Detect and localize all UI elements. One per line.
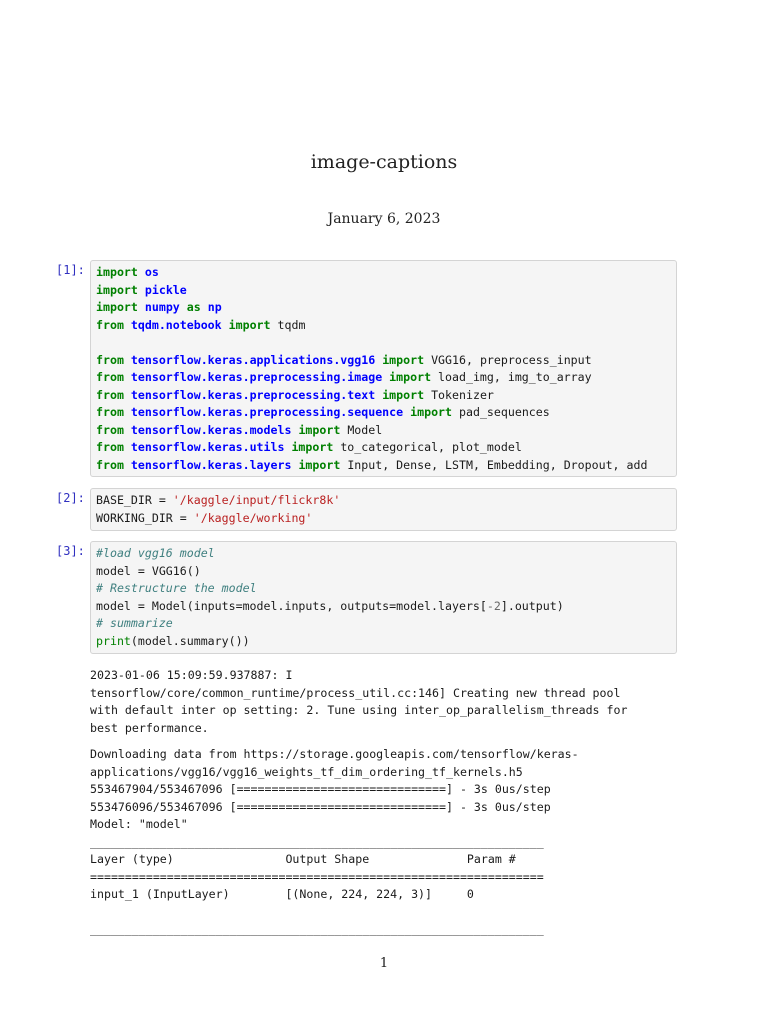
code-line: model = VGG16() — [96, 563, 201, 578]
code-cell-1[interactable] — [90, 260, 677, 477]
imported-names: tqdm — [277, 317, 306, 332]
keyword: from — [96, 457, 124, 472]
cell-1-prompt: [1]: — [56, 263, 85, 277]
variable-assignment: BASE_DIR = — [96, 493, 173, 507]
keyword: import — [298, 457, 341, 472]
stdout-output: Downloading data from https://storage.googleapis.com/tensorflow/keras- applications/vgg16/vgg16_weights_tf_dim_ordering_tf_kernels.h5 553467904/553467096 [==============================] - 3s 0us/step 553476096/553467096 [==============================] - 3s 0us/step Model: "model" _________________________________________________________________ Layer (type) Output Shape Param # ================================================================= input_1 (InputLayer) [(None, 224, 224, 3)] 0 _________________________________________________________________ — [90, 747, 579, 936]
imported-names: Input, Dense, LSTM, Embedding, Dropout, add — [347, 457, 648, 472]
code-cell-3-source — [96, 545, 671, 650]
page-number: 1 — [379, 956, 389, 971]
module-name: numpy — [144, 300, 180, 314]
keyword: from — [96, 370, 124, 384]
keyword: from — [96, 352, 124, 367]
keyword: from — [96, 422, 124, 437]
imported-names: pad_sequences — [459, 405, 550, 419]
imported-names: Model — [347, 422, 383, 437]
module-name: pickle — [144, 282, 187, 297]
module-name: tensorflow.keras.applications.vgg16 — [130, 352, 376, 367]
string-literal: '/kaggle/input/flickr8k' — [172, 493, 341, 507]
code-cell-2[interactable] — [90, 488, 677, 531]
module-name: tensorflow.keras.preprocessing.text — [130, 387, 376, 402]
variable-assignment: WORKING_DIR = — [96, 510, 194, 525]
keyword: from — [96, 440, 124, 454]
document-date: January 6, 2023 — [327, 211, 441, 227]
keyword: import — [382, 387, 425, 402]
string-literal: '/kaggle/working' — [193, 510, 313, 525]
module-alias: np — [207, 300, 222, 314]
keyword: import — [298, 422, 341, 437]
module-name: tqdm.notebook — [130, 317, 222, 332]
keyword: import — [382, 352, 425, 367]
keyword: as — [186, 300, 201, 314]
code-comment: # Restructure the model — [96, 581, 257, 595]
module-name: tensorflow.keras.preprocessing.image — [130, 370, 383, 384]
keyword: import — [96, 300, 138, 314]
code-cell-3[interactable] — [90, 541, 677, 654]
keyword: import — [410, 405, 453, 419]
keyword: from — [96, 387, 124, 402]
code-cell-2-source — [96, 492, 671, 527]
code-line: ].output) — [500, 598, 564, 613]
module-name: tensorflow.keras.preprocessing.sequence — [130, 405, 404, 419]
keyword: import — [228, 317, 271, 332]
number-literal: -2 — [486, 598, 501, 613]
code-comment: #load vgg16 model — [96, 546, 215, 560]
code-cell-1-source — [96, 264, 671, 474]
code-line: (model.summary()) — [130, 633, 250, 648]
module-name: tensorflow.keras.models — [130, 422, 292, 437]
stderr-log-output: 2023-01-06 15:09:59.937887: I tensorflow/core/common_runtime/process_util.cc:146] Creating new thread pool with default inter op setting: 2. Tune using inter_op_parallelism_threads for best performance. — [90, 668, 628, 735]
keyword: import — [96, 282, 138, 297]
cell-2-prompt: [2]: — [56, 491, 85, 505]
code-comment: # summarize — [96, 616, 173, 630]
keyword: import — [389, 370, 432, 384]
imported-names: VGG16, preprocess_input — [431, 352, 592, 367]
document-title: image-captions — [310, 151, 458, 173]
keyword: import — [291, 440, 334, 454]
keyword: import — [96, 265, 138, 279]
module-name: tensorflow.keras.utils — [130, 440, 285, 454]
imported-names: to_categorical, plot_model — [340, 440, 522, 454]
module-name: tensorflow.keras.layers — [130, 457, 292, 472]
cell-3-prompt: [3]: — [56, 544, 85, 558]
code-line: model = Model(inputs=model.inputs, outputs=model.layers[ — [96, 598, 487, 613]
builtin-function: print — [96, 633, 131, 648]
module-name: os — [144, 265, 159, 279]
imported-names: load_img, img_to_array — [438, 370, 592, 384]
keyword: from — [96, 317, 124, 332]
imported-names: Tokenizer — [431, 387, 494, 402]
keyword: from — [96, 405, 124, 419]
